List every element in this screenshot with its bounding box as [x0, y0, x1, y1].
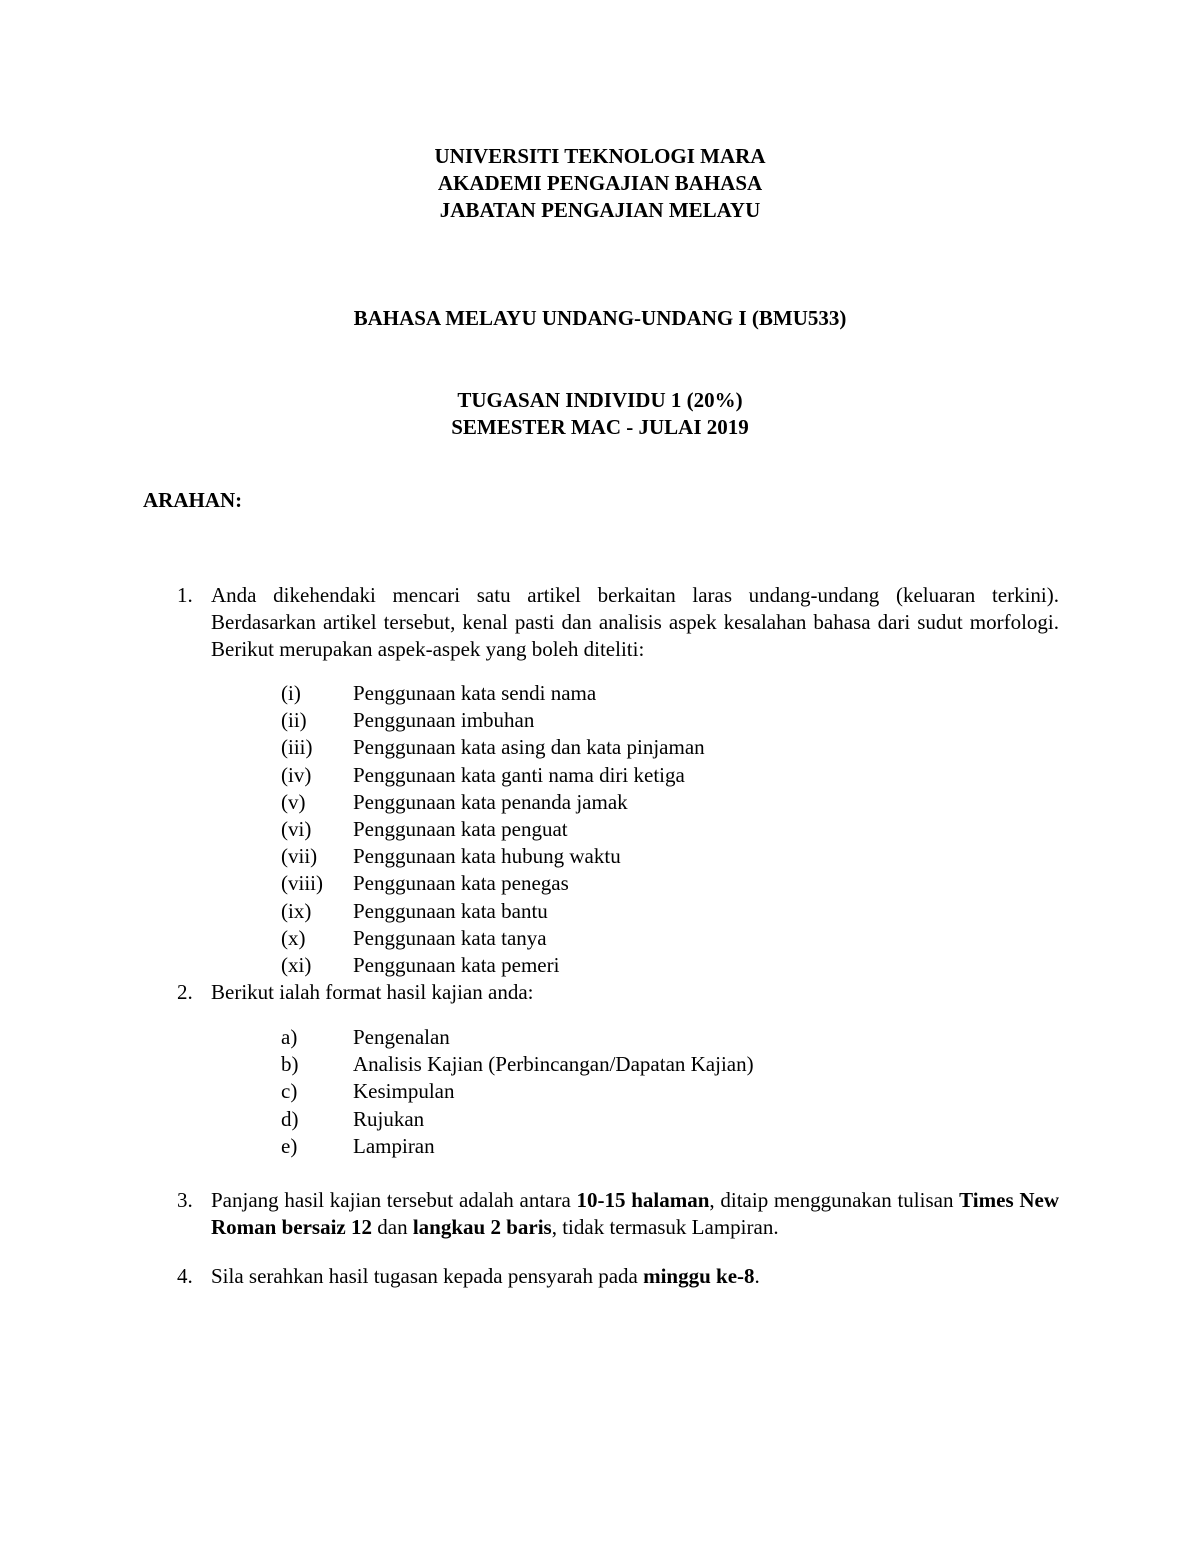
format-section-item-label: a)	[281, 1025, 298, 1049]
item-3-text	[211, 1187, 1059, 1241]
item-1-paragraph: Anda dikehendaki mencari satu artikel berkaitan laras undang-undang (keluaran terkini). Berdasarkan artikel tersebut, kenal pasti dan analisis aspek kesalahan bahasa dari sudut morfologi. Berikut merupakan aspek-aspek yang boleh diteliti:	[211, 583, 1059, 661]
aspect-item-label: (vii)	[281, 844, 318, 869]
aspect-item-text: Penggunaan kata bantu	[353, 898, 548, 923]
assignment-title: TUGASAN INDIVIDU 1 (20%)	[457, 388, 743, 412]
university-name: UNIVERSITI TEKNOLOGI MARA	[434, 144, 766, 168]
course-title-block	[0, 305, 1200, 332]
item-3-bold-spacing: langkau 2 baris	[412, 1215, 552, 1239]
format-section-item-label: e)	[281, 1133, 298, 1158]
item-4-number: 4.	[177, 1264, 193, 1288]
item-3-part-2: , ditaip menggunakan tulisan	[709, 1188, 960, 1212]
item-1-number: 1.	[177, 583, 193, 607]
format-section-item-text: Lampiran	[353, 1133, 435, 1158]
semester-title: SEMESTER MAC - JULAI 2019	[451, 415, 749, 439]
aspect-item-label: (viii)	[281, 871, 323, 896]
aspect-item-label: (v)	[281, 789, 306, 814]
department-name: JABATAN PENGAJIAN MELAYU	[439, 198, 761, 222]
format-section-item-text: Kesimpulan	[353, 1079, 455, 1104]
format-section-item-text: Rujukan	[353, 1106, 425, 1131]
item-2-number: 2.	[177, 980, 193, 1004]
item-3-part-4: , tidak termasuk Lampiran.	[551, 1215, 779, 1239]
item-4-bold-week: minggu ke-8	[643, 1264, 755, 1288]
academy-name: AKADEMI PENGAJIAN BAHASA	[437, 171, 763, 195]
item-1-text	[211, 582, 1059, 663]
aspect-item-label: (i)	[281, 681, 301, 705]
aspect-item-label: (x)	[281, 925, 306, 950]
assignment-block	[0, 387, 1200, 441]
item-3-bold-pages: 10-15 halaman	[576, 1188, 710, 1212]
item-4-part-2: .	[754, 1264, 760, 1288]
aspect-item-text: Penggunaan kata penanda jamak	[353, 789, 628, 814]
aspect-item-label: (ii)	[281, 708, 307, 733]
format-section-item-label: d)	[281, 1106, 299, 1131]
item-3-part-1: Panjang hasil kajian tersebut adalah antara	[211, 1188, 577, 1212]
aspect-item-label: (xi)	[281, 953, 312, 977]
aspect-item-text: Penggunaan kata penegas	[353, 871, 569, 896]
format-section-item-text: Pengenalan	[353, 1025, 450, 1049]
institution-header	[0, 143, 1200, 224]
format-section-item-text: Analisis Kajian (Perbincangan/Dapatan Kajian)	[353, 1052, 754, 1077]
instructions-heading: ARAHAN:	[143, 488, 243, 512]
aspect-item-label: (iii)	[281, 735, 313, 760]
aspect-item-text: Penggunaan kata tanya	[353, 925, 547, 950]
course-title: BAHASA MELAYU UNDANG-UNDANG I (BMU533)	[353, 306, 847, 330]
item-3-bold-font: Times New Roman bersaiz 12	[211, 1188, 1059, 1239]
item-3-number: 3.	[177, 1188, 193, 1212]
aspect-item-text: Penggunaan kata hubung waktu	[353, 844, 621, 869]
aspect-item-text: Penggunaan kata pemeri	[353, 953, 560, 977]
item-2-text: Berikut ialah format hasil kajian anda:	[211, 980, 534, 1004]
aspect-item-text: Penggunaan kata asing dan kata pinjaman	[353, 735, 705, 760]
aspect-item-label: (ix)	[281, 898, 312, 923]
aspect-item-label: (iv)	[281, 762, 312, 787]
aspect-item-text: Penggunaan kata penguat	[353, 817, 568, 841]
format-section-item-label: c)	[281, 1079, 298, 1104]
aspect-item-text: Penggunaan kata sendi nama	[353, 681, 597, 705]
format-section-item-label: b)	[281, 1052, 299, 1077]
aspect-item-text: Penggunaan imbuhan	[353, 708, 535, 733]
aspect-item-text: Penggunaan kata ganti nama diri ketiga	[353, 762, 685, 787]
item-4-part-1: Sila serahkan hasil tugasan kepada pensyarah pada	[211, 1264, 644, 1288]
item-3-part-3: dan	[372, 1215, 413, 1239]
item-4-text	[211, 1263, 1059, 1290]
aspect-item-label: (vi)	[281, 817, 312, 841]
